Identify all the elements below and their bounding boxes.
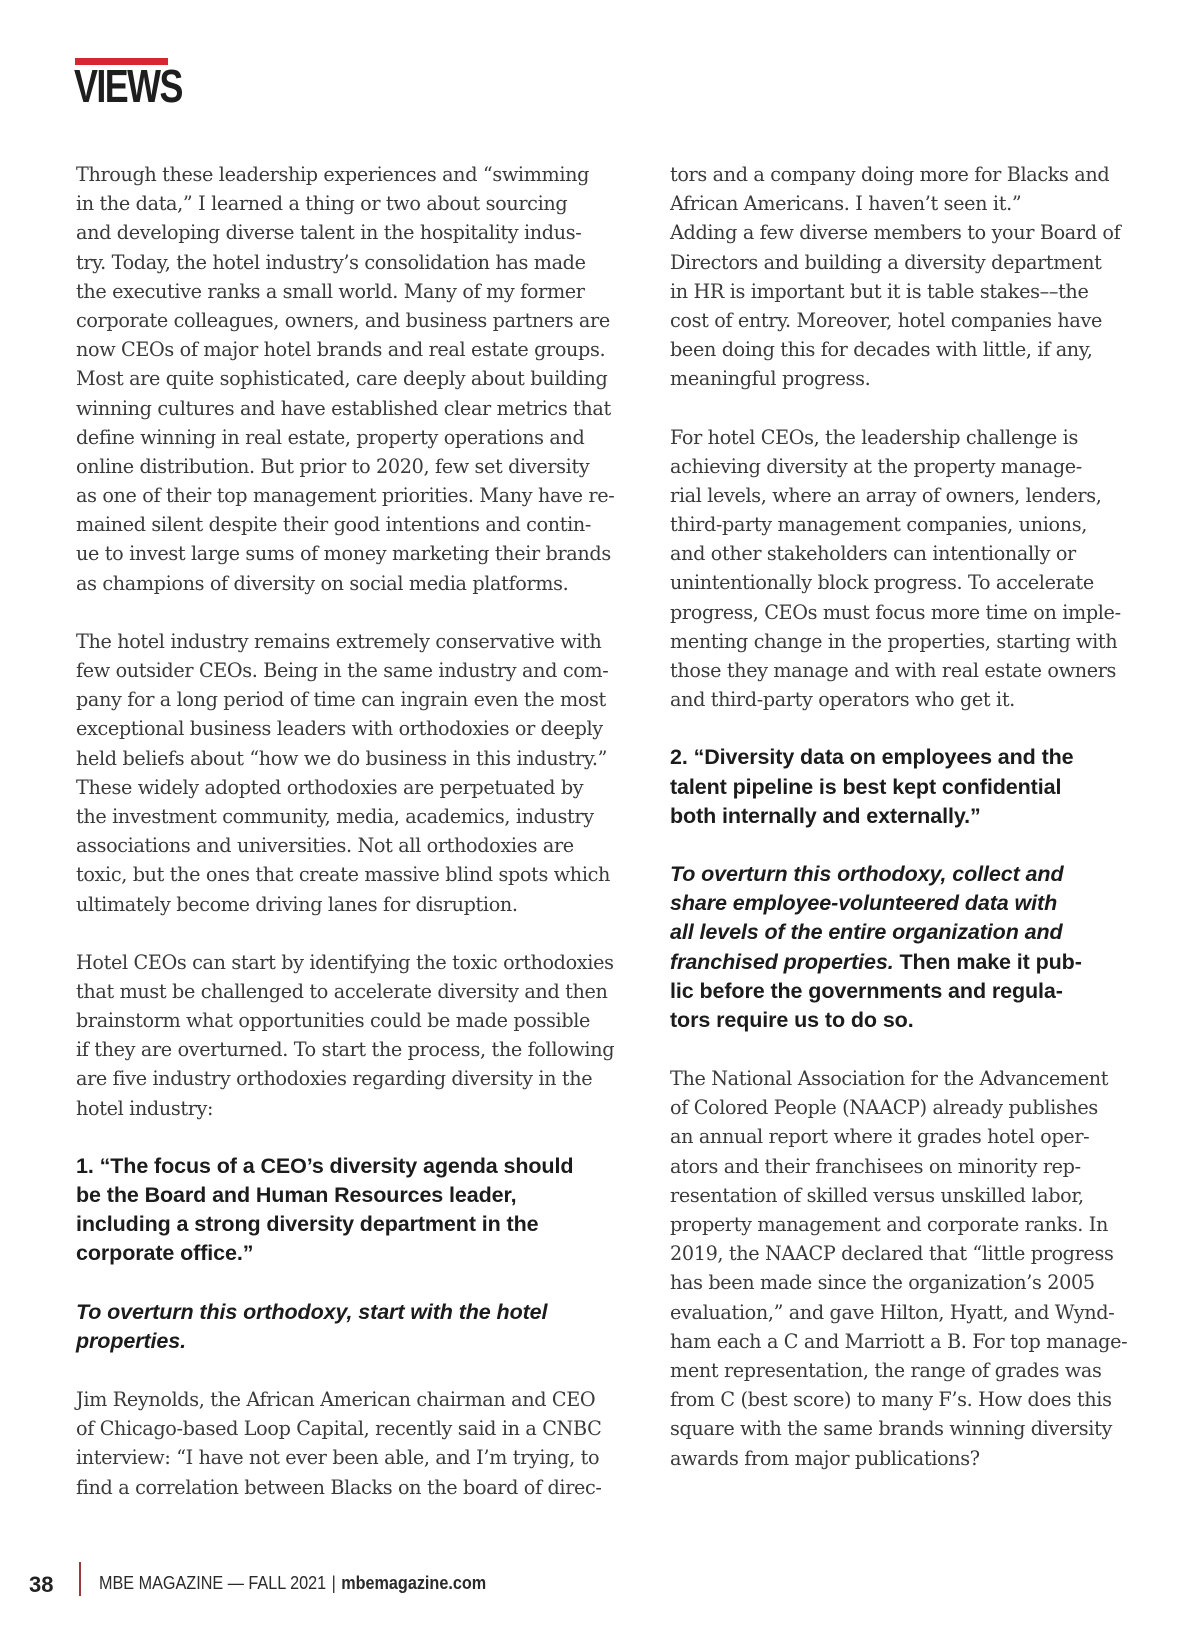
text-line: achieving diversity at the property manage-: [670, 454, 1082, 478]
page-footer: [0, 1568, 600, 1604]
text-line: including a strong diversity department in the: [76, 1212, 539, 1237]
text-line: African Americans. I haven’t seen it.”: [670, 192, 1022, 216]
text-line: ultimately become driving lanes for disruption.: [76, 892, 518, 916]
text-line: all levels of the entire organization and: [670, 920, 1063, 945]
text-line: square with the same brands winning diversity: [670, 1417, 1112, 1441]
text-line: exceptional business leaders with orthodoxies or deeply: [76, 717, 603, 741]
overturn-statement: [76, 1298, 636, 1356]
overturn-bold-lines: [670, 977, 1140, 1035]
text-line: progress, CEOs must focus more time on imple-: [670, 600, 1121, 624]
text-line: For hotel CEOs, the leadership challenge is: [670, 425, 1078, 449]
overturn-mixed-line: [670, 948, 1140, 977]
text-line: 1. “The focus of a CEO’s diversity agenda should: [76, 1153, 574, 1178]
text-line: winning cultures and have established clear metrics that: [76, 396, 611, 420]
paragraph: [76, 948, 636, 1123]
text-line: resentation of skilled versus unskilled labor,: [670, 1183, 1084, 1207]
text-line: Directors and building a diversity department: [670, 250, 1102, 274]
text-line: Adding a few diverse members to your Board of: [670, 221, 1121, 245]
text-line: an annual report where it grades hotel oper-: [670, 1125, 1090, 1149]
text-line: find a correlation between Blacks on the board of direc-: [76, 1475, 602, 1499]
text-line: Jim Reynolds, the African American chairman and CEO: [76, 1387, 596, 1411]
text-line: lic before the governments and regula-: [670, 978, 1063, 1003]
text-line: has been made since the organization’s 2005: [670, 1271, 1095, 1295]
text-line: To overturn this orthodoxy, collect and: [670, 861, 1064, 886]
text-line: pany for a long period of time can ingrain even the most: [76, 688, 606, 712]
text-line: and developing diverse talent in the hospitality indus-: [76, 221, 582, 245]
text-line: mained silent despite their good intentions and contin-: [76, 513, 592, 537]
text-line: Hotel CEOs can start by identifying the toxic orthodoxies: [76, 950, 614, 974]
text-line: held beliefs about “how we do business in this industry.”: [76, 746, 608, 770]
text-line: ment representation, the range of grades was: [670, 1358, 1102, 1382]
text-line: evaluation,” and gave Hilton, Hyatt, and Wynd-: [670, 1300, 1115, 1324]
left-column: [76, 160, 636, 1531]
page-number: 38: [29, 1572, 54, 1597]
paragraph: [76, 1385, 636, 1502]
text-line: try. Today, the hotel industry’s consolidation has made: [76, 250, 586, 274]
text-line: ham each a C and Marriott a B. For top manage-: [670, 1329, 1128, 1353]
text-line: in the data,” I learned a thing or two about sourcing: [76, 192, 568, 216]
text-line: properties.: [76, 1328, 187, 1353]
text-line: 2019, the NAACP declared that “little progress: [670, 1242, 1114, 1266]
text-line: been doing this for decades with little, if any,: [670, 338, 1093, 362]
text-line: from C (best score) to many F’s. How does this: [670, 1388, 1112, 1412]
text-line: third-party management companies, unions,: [670, 513, 1087, 537]
text-line: interview: “I have not ever been able, and I’m trying, to: [76, 1446, 600, 1470]
footer-separator: |: [331, 1573, 336, 1593]
overturn-bold-fragment: Then make it pub-: [893, 949, 1082, 974]
text-line: Through these leadership experiences and “swimming: [76, 163, 590, 186]
orthodoxy-heading: [76, 1152, 636, 1269]
text-line: the executive ranks a small world. Many of my former: [76, 279, 585, 303]
website-link[interactable]: mbemagazine.com: [341, 1573, 487, 1593]
text-line: and other stakeholders can intentionally or: [670, 542, 1076, 566]
text-line: cost of entry. Moreover, hotel companies have: [670, 308, 1102, 332]
text-line: ators and their franchisees on minority rep-: [670, 1154, 1081, 1178]
text-line: brainstorm what opportunities could be made possible: [76, 1009, 591, 1033]
text-line: few outsider CEOs. Being in the same industry and com-: [76, 659, 609, 682]
text-line: These widely adopted orthodoxies are perpetuated by: [76, 775, 584, 799]
text-line: share employee-volunteered data with: [670, 891, 1058, 916]
text-line: define winning in real estate, property operations and: [76, 425, 585, 449]
text-line: of Chicago-based Loop Capital, recently said in a CNBC: [76, 1417, 602, 1441]
text-line: The hotel industry remains extremely conservative with: [76, 629, 602, 653]
text-line: property management and corporate ranks. In: [670, 1213, 1109, 1236]
text-line: and third-party operators who get it.: [670, 688, 1015, 712]
section-title: VIEWS: [74, 60, 182, 112]
text-line: tors require us to do so.: [670, 1007, 914, 1032]
text-line: unintentionally block progress. To accelerate: [670, 571, 1094, 595]
text-line: ue to invest large sums of money marketing their brands: [76, 542, 611, 566]
text-line: those they manage and with real estate owners: [670, 659, 1117, 682]
overturn-italic-lines: [670, 860, 1140, 948]
text-line: the investment community, media, academics, industry: [76, 804, 594, 828]
text-line: tors and a company doing more for Blacks and: [670, 163, 1110, 186]
paragraph: [76, 627, 636, 919]
paragraph: [670, 1064, 1140, 1473]
text-line: both internally and externally.”: [670, 803, 981, 828]
orthodoxy-heading: [670, 743, 1140, 831]
text-line: corporate office.”: [76, 1241, 254, 1266]
footer-publication: [99, 1573, 486, 1594]
paragraph: [76, 160, 636, 598]
text-line: are five industry orthodoxies regarding diversity in the: [76, 1067, 593, 1091]
text-line: corporate colleagues, owners, and business partners are: [76, 308, 610, 332]
text-line: To overturn this orthodoxy, start with the hotel: [76, 1299, 548, 1324]
text-line: menting change in the properties, starting with: [670, 629, 1118, 653]
right-column: [670, 160, 1140, 1502]
text-line: of Colored People (NAACP) already publishes: [670, 1096, 1098, 1120]
text-line: if they are overturned. To start the process, the following: [76, 1038, 615, 1062]
text-line: associations and universities. Not all orthodoxies are: [76, 834, 574, 858]
text-line: meaningful progress.: [670, 367, 871, 391]
text-line: be the Board and Human Resources leader,: [76, 1183, 517, 1207]
text-line: in HR is important but it is table stakes––the: [670, 279, 1089, 303]
text-line: talent pipeline is best kept confidential: [670, 774, 1062, 799]
text-line: awards from major publications?: [670, 1446, 980, 1470]
publication-name: MBE MAGAZINE — FALL 2021: [99, 1573, 327, 1593]
text-line: 2. “Diversity data on employees and the: [670, 745, 1074, 770]
text-line: rial levels, where an array of owners, lenders,: [670, 483, 1102, 507]
overturn-italic-fragment: franchised properties.: [670, 949, 894, 974]
text-line: now CEOs of major hotel brands and real estate groups.: [76, 338, 606, 362]
text-line: toxic, but the ones that create massive blind spots which: [76, 863, 611, 887]
text-line: online distribution. But prior to 2020, few set diversity: [76, 454, 590, 478]
text-line: hotel industry:: [76, 1096, 214, 1120]
overturn-statement: [670, 860, 1140, 1035]
footer-divider: [79, 1562, 81, 1596]
text-line: as champions of diversity on social media platforms.: [76, 571, 569, 595]
text-line: that must be challenged to accelerate diversity and then: [76, 979, 608, 1003]
text-line: The National Association for the Advancement: [670, 1067, 1109, 1091]
paragraph: [670, 423, 1140, 715]
text-line: as one of their top management priorities. Many have re-: [76, 484, 615, 508]
paragraph: [670, 160, 1140, 394]
text-line: Most are quite sophisticated, care deeply about building: [76, 367, 608, 391]
